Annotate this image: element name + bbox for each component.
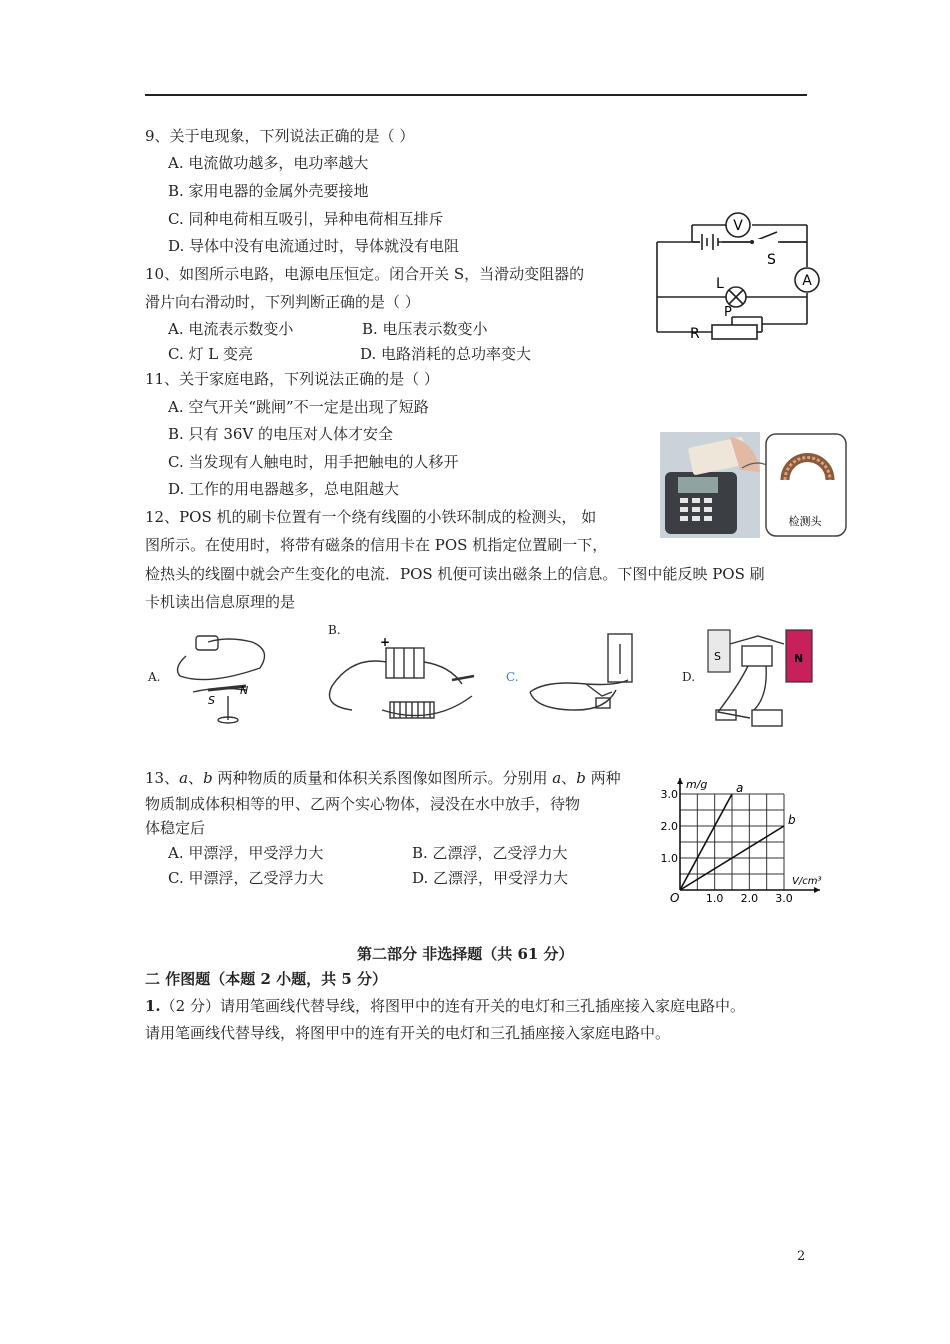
q13-var-a: a — [179, 769, 189, 787]
q9-option-d: D. 导体中没有电流通过时，导体就没有电阻 — [168, 237, 460, 255]
q9-option-b: B. 家用电器的金属外壳要接地 — [168, 182, 369, 200]
y-axis-arrow — [677, 778, 683, 784]
y-tick-label: 3.0 — [660, 788, 678, 801]
series-label-b: b — [788, 813, 796, 827]
q13-option-d: D. 乙漂浮，甲受浮力大 — [412, 869, 569, 887]
q12-choice-a-label: A. — [148, 670, 161, 684]
pos-machine-figure — [660, 432, 848, 538]
x-tick-label: 2.0 — [740, 892, 759, 905]
q11-option-d: D. 工作的用电器越多，总电阻越大 — [168, 480, 400, 498]
q9-stem: 9、关于电现象，下列说法正确的是（ ） — [145, 127, 415, 145]
q12-choice-c-figure — [516, 630, 644, 728]
x-axis-label: V/cm³ — [792, 876, 822, 887]
q12-choice-a-figure — [168, 628, 274, 726]
q10-stem-line2: 滑片向右滑动时，下列判断正确的是（ ） — [145, 293, 420, 311]
q9-option-c: C. 同种电荷相互吸引，异种电荷相互排斥 — [168, 210, 444, 228]
q13-var-b: b — [576, 769, 586, 787]
origin-label: O — [670, 891, 680, 905]
q12-choice-d-label: D. — [682, 670, 696, 684]
question-text: （2 分）请用笔画线代替导线，将图甲中的连有开关的电灯和三孔插座接入家庭电路中。 — [160, 997, 745, 1015]
pos-detector-label: 检测头 — [788, 515, 822, 528]
x-tick-label: 3.0 — [775, 892, 793, 905]
svg-text:+: + — [380, 636, 391, 649]
y-tick-label: 1.0 — [660, 852, 678, 865]
q13-var-a: a — [552, 769, 562, 787]
q10-option-d: D. 电路消耗的总功率变大 — [360, 345, 532, 363]
x-tick-label: 1.0 — [705, 892, 724, 905]
slider-label: P — [724, 305, 732, 320]
part2-section-title: 二 作图题（本题 2 小题，共 5 分） — [145, 970, 387, 988]
q11-stem: 11、关于家庭电路，下列说法正确的是（ ） — [145, 370, 439, 388]
series-label-a: a — [736, 781, 744, 795]
q13-stem-part: 两种 — [585, 769, 621, 787]
q10-option-b: B. 电压表示数变小 — [362, 320, 488, 338]
q13-stem-line1 — [145, 768, 621, 788]
y-axis-label: m/g — [686, 778, 708, 791]
q12-stem-line2: 图所示。在使用时，将带有磁条的信用卡在 POS 机指定位置刷一下， — [145, 536, 608, 554]
header-rule — [145, 94, 807, 96]
ammeter-label: A — [802, 273, 812, 289]
choice-a-s-label: S — [208, 694, 215, 707]
x-axis-arrow — [814, 887, 820, 893]
q12-choice-c-label: C. — [506, 670, 519, 684]
lamp-label: L — [716, 276, 724, 292]
y-tick-label: 2.0 — [660, 820, 678, 833]
q12-choice-b-label: B. — [328, 623, 341, 637]
q10-option-c: C. 灯 L 变亮 — [168, 345, 253, 363]
part2-question-1 — [145, 996, 745, 1016]
switch-label: S — [767, 252, 776, 268]
q13-stem-part: 两种物质的质量和体积关系图像如图所示。分别用 — [212, 769, 553, 787]
q13-stem-part: 13、 — [145, 769, 180, 787]
voltmeter-label: V — [733, 218, 743, 234]
q10-stem-line1: 10、如图所示电路，电源电压恒定。闭合开关 S，当滑动变阻器的 — [145, 265, 585, 283]
choice-d-s-label: S — [714, 650, 721, 663]
part2-question-1-repeat: 请用笔画线代替导线，将图甲中的连有开关的电灯和三孔插座接入家庭电路中。 — [145, 1024, 671, 1042]
q12-stem-line3: 检热头的线圈中就会产生变化的电流．POS 机便可读出磁条上的信息。下图中能反映 POS 刷 — [145, 565, 765, 583]
q10-option-a: A. 电流表示数变小 — [168, 320, 294, 338]
q12-choice-b-figure — [322, 636, 484, 734]
q11-option-a: A. 空气开关“跳闸”不一定是出现了短路 — [168, 398, 429, 416]
q12-stem-line4: 卡机读出信息原理的是 — [145, 593, 296, 611]
q13-var-b: b — [203, 769, 213, 787]
q13-stem-line2: 物质制成体积相等的甲、乙两个实心物体，浸没在水中放手，待物 — [145, 795, 581, 813]
page-number: 2 — [797, 1249, 806, 1264]
q12-choice-d-figure — [698, 626, 818, 736]
q13-mass-volume-chart — [660, 768, 840, 906]
q13-stem-line3: 体稳定后 — [145, 819, 206, 837]
chart-grid — [680, 794, 784, 890]
q13-option-c: C. 甲漂浮，乙受浮力大 — [168, 869, 324, 887]
question-number: 1. — [145, 997, 161, 1015]
rheostat-label: R — [690, 326, 700, 342]
q9-option-a: A. 电流做功越多，电功率越大 — [168, 154, 369, 172]
part2-heading: 第二部分 非选择题（共 61 分） — [357, 945, 574, 963]
q10-circuit-diagram — [632, 212, 834, 362]
q13-stem-part: 、 — [188, 769, 204, 787]
choice-d-n-label: N — [794, 652, 804, 665]
q13-option-a: A. 甲漂浮，甲受浮力大 — [168, 844, 324, 862]
q13-option-b: B. 乙漂浮，乙受浮力大 — [412, 844, 568, 862]
q12-stem-line1: 12、POS 机的刷卡位置有一个绕有线圈的小铁环制成的检测头， 如 — [145, 508, 597, 526]
q11-option-b: B. 只有 36V 的电压对人体才安全 — [168, 425, 394, 443]
q13-stem-part: 、 — [561, 769, 577, 787]
q11-option-c: C. 当发现有人触电时，用手把触电的人移开 — [168, 453, 459, 471]
choice-a-n-label: N — [240, 684, 249, 697]
